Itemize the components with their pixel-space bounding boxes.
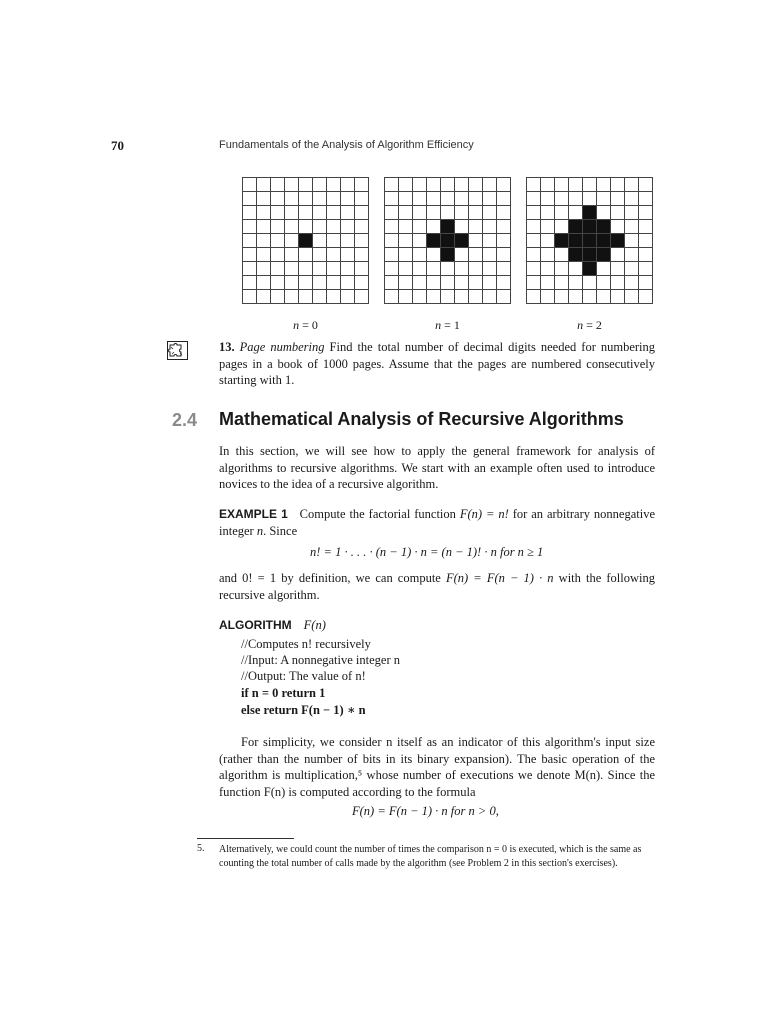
grid-cell — [597, 178, 611, 192]
grid-cell — [625, 262, 639, 276]
grid-cell — [639, 262, 653, 276]
grid-cell — [611, 220, 625, 234]
grid-n2 — [526, 177, 653, 304]
grid-cell — [455, 178, 469, 192]
grid-cell — [541, 290, 555, 304]
grid-cell — [271, 192, 285, 206]
grid-cell — [625, 276, 639, 290]
grid-cell — [625, 248, 639, 262]
grid-cell — [427, 206, 441, 220]
grid-cell — [555, 178, 569, 192]
grid-cell — [497, 192, 511, 206]
grid-cell — [427, 276, 441, 290]
grid-cell — [327, 220, 341, 234]
grid-cell — [555, 206, 569, 220]
grid-cell-filled — [427, 234, 441, 248]
grid-cell — [285, 220, 299, 234]
grid-cell — [327, 192, 341, 206]
grid-cell — [441, 206, 455, 220]
grid-cell — [257, 262, 271, 276]
grid-cell — [625, 234, 639, 248]
puzzle-icon — [167, 341, 188, 360]
grid-cell — [327, 290, 341, 304]
page-number: 70 — [111, 138, 124, 153]
grid-cell — [625, 290, 639, 304]
grid-cell — [313, 192, 327, 206]
grid-cell — [257, 276, 271, 290]
grid-cell — [541, 206, 555, 220]
grid-cell — [313, 220, 327, 234]
grid-cell — [313, 234, 327, 248]
grid-cell — [469, 178, 483, 192]
grid-cell — [341, 206, 355, 220]
running-head: Fundamentals of the Analysis of Algorithm Efficiency — [219, 139, 474, 151]
grid-cell — [469, 290, 483, 304]
grid-cell — [285, 206, 299, 220]
grid-cell — [243, 234, 257, 248]
grid-cell — [313, 290, 327, 304]
grid-cell — [355, 234, 369, 248]
grid-cell — [611, 262, 625, 276]
grid-cell — [625, 178, 639, 192]
algorithm-signature: F(n) — [303, 618, 326, 632]
footnote-rule — [197, 838, 294, 839]
grid-cell — [271, 234, 285, 248]
grid-cell — [413, 178, 427, 192]
grid-cell — [313, 276, 327, 290]
grid-cell — [483, 206, 497, 220]
grid-cell — [299, 290, 313, 304]
grid-cell — [399, 192, 413, 206]
grid-cell — [483, 262, 497, 276]
grid-cell — [597, 206, 611, 220]
grid-cell — [625, 220, 639, 234]
grid-cell — [257, 220, 271, 234]
grid-cell — [639, 178, 653, 192]
grid-cell — [497, 234, 511, 248]
grid-cell — [257, 234, 271, 248]
grid-cell — [299, 262, 313, 276]
grid-cell — [427, 262, 441, 276]
grid-cell — [355, 290, 369, 304]
grid-cell — [527, 192, 541, 206]
grid-cell — [271, 220, 285, 234]
grid-cell — [639, 206, 653, 220]
grid-cell — [455, 220, 469, 234]
grid-cell — [569, 192, 583, 206]
grid-cell — [385, 206, 399, 220]
grid-cell — [483, 178, 497, 192]
grid-cell — [271, 248, 285, 262]
grid-cell — [427, 178, 441, 192]
grid-cell — [327, 206, 341, 220]
grid-cell — [455, 276, 469, 290]
grid-cell — [355, 248, 369, 262]
grid-cell — [341, 262, 355, 276]
grid-cell — [243, 178, 257, 192]
grid-cell — [313, 206, 327, 220]
grid-cell — [555, 192, 569, 206]
grid-cell — [399, 290, 413, 304]
grid-cell — [597, 192, 611, 206]
grid-cell — [541, 178, 555, 192]
grid-cell — [497, 206, 511, 220]
grid-cell — [341, 276, 355, 290]
grid-cell — [639, 192, 653, 206]
grid-cell — [569, 276, 583, 290]
grid-cell-filled — [569, 220, 583, 234]
grid-cell-filled — [583, 220, 597, 234]
algorithm-line: //Output: The value of n! — [241, 669, 366, 683]
grid-cell — [413, 220, 427, 234]
algorithm-line: if n = 0 return 1 — [241, 686, 326, 700]
grid-cell — [355, 220, 369, 234]
example-1-continuation: and 0! = 1 by definition, we can compute F(n) = F(n − 1) · n with the following recursive algorithm. — [219, 571, 656, 602]
grid-cell-filled — [299, 234, 313, 248]
footnote-text: Alternatively, we could count the number of times the comparison n = 0 is executed, which is the same as counting the total number of calls made by the algorithm (see Problem 2 in this section's exercises). — [219, 844, 642, 869]
grid-cell — [355, 262, 369, 276]
grid-cell — [541, 248, 555, 262]
grid-cell — [399, 178, 413, 192]
grid-cell — [285, 178, 299, 192]
grid-cell — [271, 178, 285, 192]
grid-cell — [469, 248, 483, 262]
grid-cell-filled — [583, 206, 597, 220]
grid-cell — [597, 262, 611, 276]
grid-cell — [541, 220, 555, 234]
grid-cell — [285, 290, 299, 304]
grid-cell — [385, 192, 399, 206]
grid-cell-filled — [583, 248, 597, 262]
grid-cell — [469, 206, 483, 220]
grid-cell — [299, 220, 313, 234]
grid-cell — [569, 178, 583, 192]
grid-cell — [243, 262, 257, 276]
grid-cell — [399, 220, 413, 234]
grid-cell — [385, 178, 399, 192]
example-1: EXAMPLE 1 Compute the factorial function F(n) = n! for an arbitrary nonnegative integer n. Since — [219, 507, 656, 538]
grid-cell — [569, 290, 583, 304]
grid-cell — [271, 206, 285, 220]
grid-cell — [327, 276, 341, 290]
factorial-function: F(n) = n! — [459, 507, 509, 521]
grid-cell — [385, 220, 399, 234]
grid-cell — [483, 192, 497, 206]
grid-cell — [483, 234, 497, 248]
grid-cell — [455, 192, 469, 206]
grid-cell — [441, 276, 455, 290]
grid-n0 — [242, 177, 369, 304]
grid-cell — [313, 178, 327, 192]
grid-cell — [555, 276, 569, 290]
grid-cell-filled — [569, 248, 583, 262]
problem-13 — [219, 339, 655, 389]
grid-cell — [527, 290, 541, 304]
grid-cell — [413, 192, 427, 206]
grid-cell — [527, 262, 541, 276]
grid-cell — [441, 192, 455, 206]
grid-cell — [469, 220, 483, 234]
grid-cell-filled — [611, 234, 625, 248]
grid-cell — [597, 276, 611, 290]
grid-cell — [341, 234, 355, 248]
grid-cell-filled — [597, 220, 611, 234]
grid-cell — [497, 178, 511, 192]
grid-cell — [441, 290, 455, 304]
grid-cell — [313, 248, 327, 262]
grid-cell — [285, 262, 299, 276]
grid-cell — [257, 248, 271, 262]
grid-cell — [541, 262, 555, 276]
grid-cell — [427, 248, 441, 262]
grid-cell — [341, 220, 355, 234]
section-title: Mathematical Analysis of Recursive Algorithms — [219, 409, 624, 429]
grid-cell — [341, 248, 355, 262]
grid-cell — [341, 178, 355, 192]
grid-cell — [497, 290, 511, 304]
grid-cell — [285, 248, 299, 262]
grid-cell — [639, 234, 653, 248]
grid-cell — [469, 276, 483, 290]
grid-cell — [385, 290, 399, 304]
grid-cell — [469, 262, 483, 276]
grid-cell — [541, 276, 555, 290]
grid-cell — [639, 220, 653, 234]
grid-cell — [639, 290, 653, 304]
figure-label-n2: n = 2 — [577, 318, 602, 332]
grid-cell — [271, 276, 285, 290]
grid-cell — [243, 290, 257, 304]
grid-cell — [285, 276, 299, 290]
grid-cell — [583, 192, 597, 206]
grid-cell — [257, 206, 271, 220]
grid-cell — [541, 234, 555, 248]
grid-cell — [399, 234, 413, 248]
grid-cell — [257, 192, 271, 206]
grid-cell — [527, 206, 541, 220]
grid-cell-filled — [455, 234, 469, 248]
grid-cell — [469, 234, 483, 248]
grid-cell — [597, 290, 611, 304]
grid-cell — [611, 192, 625, 206]
grid-cell — [625, 206, 639, 220]
grid-cell — [257, 290, 271, 304]
grid-cell — [455, 248, 469, 262]
grid-cell — [399, 248, 413, 262]
grid-cell-filled — [441, 234, 455, 248]
algorithm-label: ALGORITHM — [219, 618, 292, 632]
grid-cell — [583, 276, 597, 290]
grid-cell-filled — [441, 220, 455, 234]
grid-cell — [441, 178, 455, 192]
grid-cell — [555, 220, 569, 234]
grid-cell — [583, 290, 597, 304]
grid-cell — [399, 276, 413, 290]
grid-cell — [527, 248, 541, 262]
factorial-equation: n! = 1 · . . . · (n − 1) · n = (n − 1)! · n for n ≥ 1 — [310, 545, 544, 559]
grid-cell — [327, 262, 341, 276]
grid-cell — [625, 192, 639, 206]
grid-cell — [569, 206, 583, 220]
grid-cell — [583, 178, 597, 192]
grid-cell — [327, 248, 341, 262]
grid-cell — [497, 220, 511, 234]
grid-cell — [483, 276, 497, 290]
grid-cell — [385, 262, 399, 276]
grid-cell — [413, 206, 427, 220]
grid-cell — [427, 192, 441, 206]
grid-cell — [285, 234, 299, 248]
algorithm-line: else return F(n − 1) ∗ n — [241, 703, 366, 717]
grid-cell-filled — [569, 234, 583, 248]
grid-cell-filled — [583, 234, 597, 248]
grid-cell — [611, 290, 625, 304]
grid-cell — [497, 248, 511, 262]
grid-cell — [257, 178, 271, 192]
footnote-number: 5. — [197, 843, 205, 854]
grid-cell — [385, 248, 399, 262]
grid-cell — [441, 262, 455, 276]
grid-cell — [243, 220, 257, 234]
grid-cell — [483, 248, 497, 262]
grid-cell — [469, 192, 483, 206]
grid-cell — [243, 192, 257, 206]
grid-cell — [313, 262, 327, 276]
grid-cell — [611, 178, 625, 192]
grid-cell — [385, 234, 399, 248]
figure-label-n1: n = 1 — [435, 318, 460, 332]
grid-cell-filled — [441, 248, 455, 262]
grid-cell — [243, 248, 257, 262]
figure-label-n0: n = 0 — [293, 318, 318, 332]
grid-cell — [569, 262, 583, 276]
grid-cell — [355, 276, 369, 290]
problem-number: 13. — [219, 340, 235, 354]
grid-cell — [527, 234, 541, 248]
grid-cell — [527, 178, 541, 192]
analysis-paragraph: For simplicity, we consider n itself as an indicator of this algorithm's input size (rather than the number of bits in its binary expansion). The basic operation of the algorithm is multiplication,⁵ whose number of executions we denote M(n). Since the function F(n) is computed according to the formula — [219, 735, 655, 799]
grid-cell — [285, 192, 299, 206]
grid-cell — [299, 248, 313, 262]
grid-cell — [455, 206, 469, 220]
grid-cell — [483, 290, 497, 304]
grid-cell — [427, 220, 441, 234]
grid-cell — [341, 192, 355, 206]
grid-cell — [327, 234, 341, 248]
grid-cell — [355, 178, 369, 192]
grid-cell — [639, 276, 653, 290]
grid-cell — [385, 276, 399, 290]
grid-cell — [413, 290, 427, 304]
grid-cell — [299, 206, 313, 220]
grid-cell — [611, 276, 625, 290]
grid-cell — [355, 206, 369, 220]
grid-cell — [413, 276, 427, 290]
grid-cell — [611, 206, 625, 220]
grid-cell — [497, 276, 511, 290]
grid-cell — [299, 192, 313, 206]
grid-cell-filled — [597, 248, 611, 262]
problem-text: Find the total number of decimal digits needed for numbering pages in a book of 1000 pages. Assume that the pages are numbered consecutively starting with 1. — [219, 340, 656, 387]
algorithm-header — [219, 616, 326, 634]
grid-cell — [413, 262, 427, 276]
grid-cell — [299, 276, 313, 290]
grid-cell — [455, 290, 469, 304]
grid-cell — [541, 192, 555, 206]
grid-cell — [427, 290, 441, 304]
grid-cell — [327, 178, 341, 192]
grid-cell — [413, 234, 427, 248]
grid-cell — [243, 206, 257, 220]
grid-cell — [399, 262, 413, 276]
algorithm-line: //Input: A nonnegative integer n — [241, 653, 400, 667]
grid-cell — [243, 276, 257, 290]
grid-cell — [497, 262, 511, 276]
problem-title: Page numbering — [239, 340, 325, 354]
grid-cell — [413, 248, 427, 262]
grid-cell — [555, 262, 569, 276]
grid-cell — [341, 290, 355, 304]
grid-cell — [527, 276, 541, 290]
grid-cell — [299, 178, 313, 192]
grid-cell — [271, 290, 285, 304]
algorithm-line: //Computes n! recursively — [241, 637, 371, 651]
grid-cell — [527, 220, 541, 234]
recurrence-equation: F(n) = F(n − 1) · n for n > 0, — [352, 804, 499, 818]
grid-cell — [555, 248, 569, 262]
grid-cell-filled — [555, 234, 569, 248]
grid-cell-filled — [583, 262, 597, 276]
grid-cell — [399, 206, 413, 220]
grid-cell-filled — [597, 234, 611, 248]
grid-cell — [271, 262, 285, 276]
example-label: EXAMPLE 1 — [219, 507, 288, 521]
grid-cell — [639, 248, 653, 262]
grid-cell — [483, 220, 497, 234]
grid-cell — [355, 192, 369, 206]
grid-cell — [555, 290, 569, 304]
grid-cell — [455, 262, 469, 276]
section-number: 2.4 — [172, 410, 198, 430]
grid-cell — [611, 248, 625, 262]
section-intro: In this section, we will see how to apply the general framework for analysis of algorithms to recursive algorithms. We start with an example often used to introduce novices to the idea of a recursive algorithm. — [219, 444, 655, 491]
grid-n1 — [384, 177, 511, 304]
